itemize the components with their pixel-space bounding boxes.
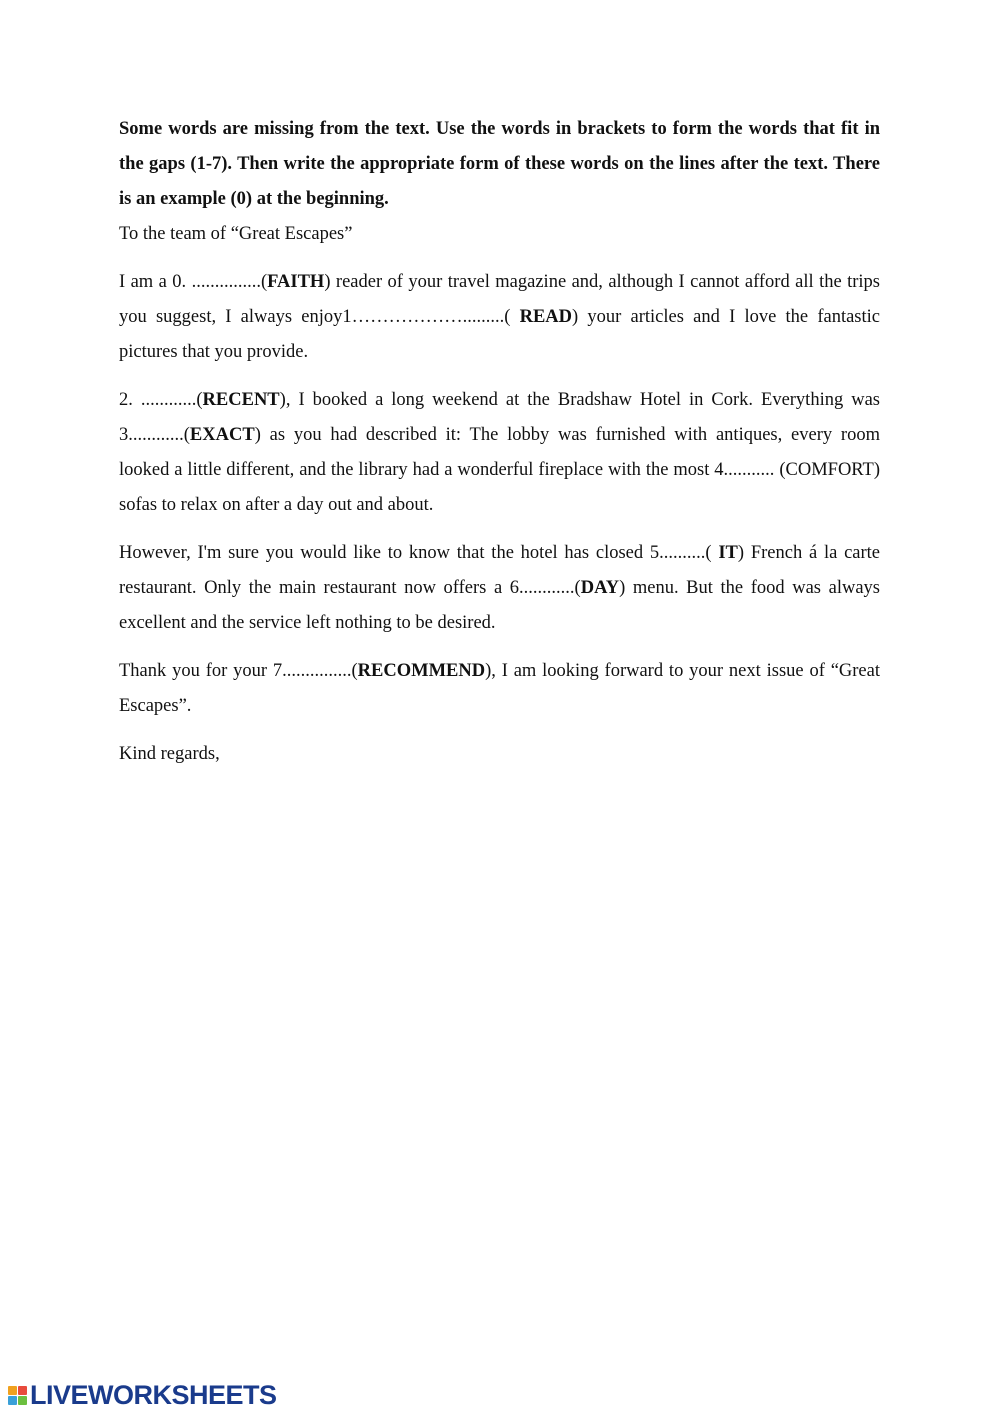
keyword-day: DAY bbox=[580, 578, 620, 598]
keyword-recent: RECENT bbox=[202, 390, 280, 410]
paragraph-1 bbox=[119, 265, 880, 370]
p1-text-e: ) your articles and I love the fantastic pictures that you provide. bbox=[119, 307, 880, 362]
p2-text-e: ) as you had described it: The lobby was furnished with antiques, every room looked a little different, and the library had a wonderful fireplace with the most 4........... (COMFORT) sofas to relax on after a day out and about. bbox=[119, 425, 880, 515]
closing: Kind regards, bbox=[119, 744, 220, 764]
logo-tiles-icon bbox=[8, 1386, 27, 1405]
logo-tile bbox=[8, 1396, 17, 1405]
logo-tile bbox=[18, 1396, 27, 1405]
liveworksheets-logo bbox=[8, 1380, 277, 1410]
p4-text-c: ), I am looking forward to your next issue of “Great Escapes”. bbox=[119, 661, 880, 716]
keyword-exact: EXACT bbox=[189, 425, 255, 445]
paragraph-2 bbox=[119, 383, 880, 523]
logo-tile bbox=[18, 1386, 27, 1395]
paragraph-3 bbox=[119, 536, 880, 641]
paragraph-4 bbox=[119, 654, 880, 724]
p3-text-a: However, I'm sure you would like to know that the hotel has closed 5..........( bbox=[119, 543, 719, 563]
keyword-faith: FAITH bbox=[267, 272, 325, 292]
worksheet-body bbox=[119, 112, 880, 785]
p1-text-c: ) reader of your travel magazine and, although I cannot afford all the trips you suggest, I always enjoy1……………….........( bbox=[119, 272, 880, 327]
salutation: To the team of “Great Escapes” bbox=[119, 224, 353, 244]
p3-text-c: ) French á la carte restaurant. Only the main restaurant now offers a 6............( bbox=[119, 543, 880, 598]
keyword-read: READ bbox=[519, 307, 573, 327]
brand-name: LIVEWORKSHEETS bbox=[30, 1379, 277, 1410]
p2-text-c: ), I booked a long weekend at the Bradshaw Hotel in Cork. Everything was 3............( bbox=[119, 390, 880, 445]
p2-text-a: 2. ............( bbox=[119, 390, 203, 410]
p3-text-e: ) menu. But the food was always excellent and the service left nothing to be desired. bbox=[119, 578, 880, 633]
keyword-recommend: RECOMMEND bbox=[357, 661, 486, 681]
p4-text-a: Thank you for your 7...............( bbox=[119, 661, 358, 681]
keyword-it: IT bbox=[718, 543, 738, 563]
logo-tile bbox=[8, 1386, 17, 1395]
p1-text-a: I am a 0. ...............( bbox=[119, 272, 268, 292]
instructions: Some words are missing from the text. Use the words in brackets to form the words that fit in the gaps (1-7). Then write the appropriate form of these words on the lines after the text. There is an example (0) at the beginning. bbox=[119, 119, 880, 209]
